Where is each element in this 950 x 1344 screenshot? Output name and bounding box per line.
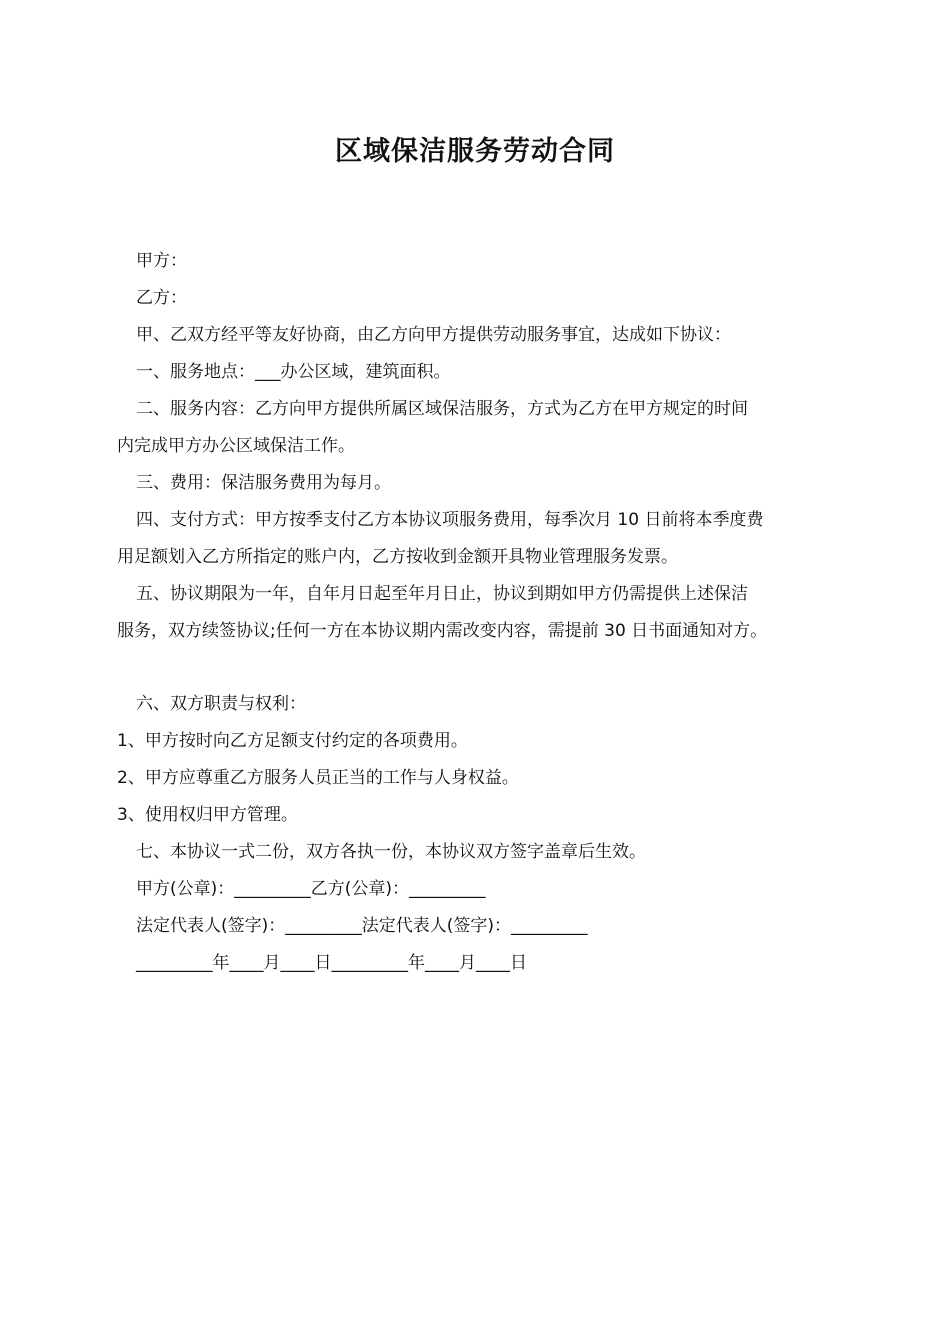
party-b-line: 乙方： bbox=[136, 288, 187, 308]
signature-representative-line: 法定代表人(签字)：_________法定代表人(签字)：_________ bbox=[136, 916, 588, 936]
clause-6-item-1: 1、甲方按时向乙方足额支付约定的各项费用。 bbox=[117, 731, 468, 751]
clause-5-term-line-1: 五、协议期限为一年，自年月日起至年月日止，协议到期如甲方仍需提供上述保洁 bbox=[136, 584, 748, 604]
signature-seal-line: 甲方(公章)：_________乙方(公章)：_________ bbox=[136, 879, 486, 899]
clause-2-service-content-line-2: 内完成甲方办公区域保洁工作。 bbox=[117, 436, 355, 456]
section-spacer bbox=[117, 650, 857, 686]
clause-7-copies: 七、本协议一式二份，双方各执一份，本协议双方签字盖章后生效。 bbox=[136, 842, 646, 862]
clause-6-item-2: 2、甲方应尊重乙方服务人员正当的工作与人身权益。 bbox=[117, 768, 519, 788]
document-body bbox=[117, 243, 857, 982]
clause-4-payment-line-2: 用足额划入乙方所指定的账户内，乙方按收到金额开具物业管理服务发票。 bbox=[117, 547, 678, 567]
clause-3-fees: 三、费用：保洁服务费用为每月。 bbox=[136, 473, 391, 493]
clause-1-service-location: 一、服务地点：___办公区域，建筑面积。 bbox=[136, 362, 451, 382]
clause-4-payment-line-1: 四、支付方式：甲方按季支付乙方本协议项服务费用，每季次月 10 日前将本季度费 bbox=[136, 510, 764, 530]
preamble-paragraph: 甲、乙双方经平等友好协商，由乙方向甲方提供劳动服务事宜，达成如下协议： bbox=[136, 325, 731, 345]
signature-date-line: _________年____月____日_________年____月____日 bbox=[136, 953, 527, 973]
clause-5-term-line-2: 服务，双方续签协议;任何一方在本协议期内需改变内容，需提前 30 日书面通知对方。 bbox=[117, 621, 768, 641]
party-a-line: 甲方： bbox=[136, 251, 187, 271]
clause-2-service-content-line-1: 二、服务内容：乙方向甲方提供所属区域保洁服务，方式为乙方在甲方规定的时间 bbox=[136, 399, 748, 419]
clause-6-heading: 六、双方职责与权利： bbox=[136, 694, 306, 714]
document-title: 区域保洁服务劳动合同 bbox=[335, 136, 615, 167]
clause-6-item-3: 3、使用权归甲方管理。 bbox=[117, 805, 298, 825]
